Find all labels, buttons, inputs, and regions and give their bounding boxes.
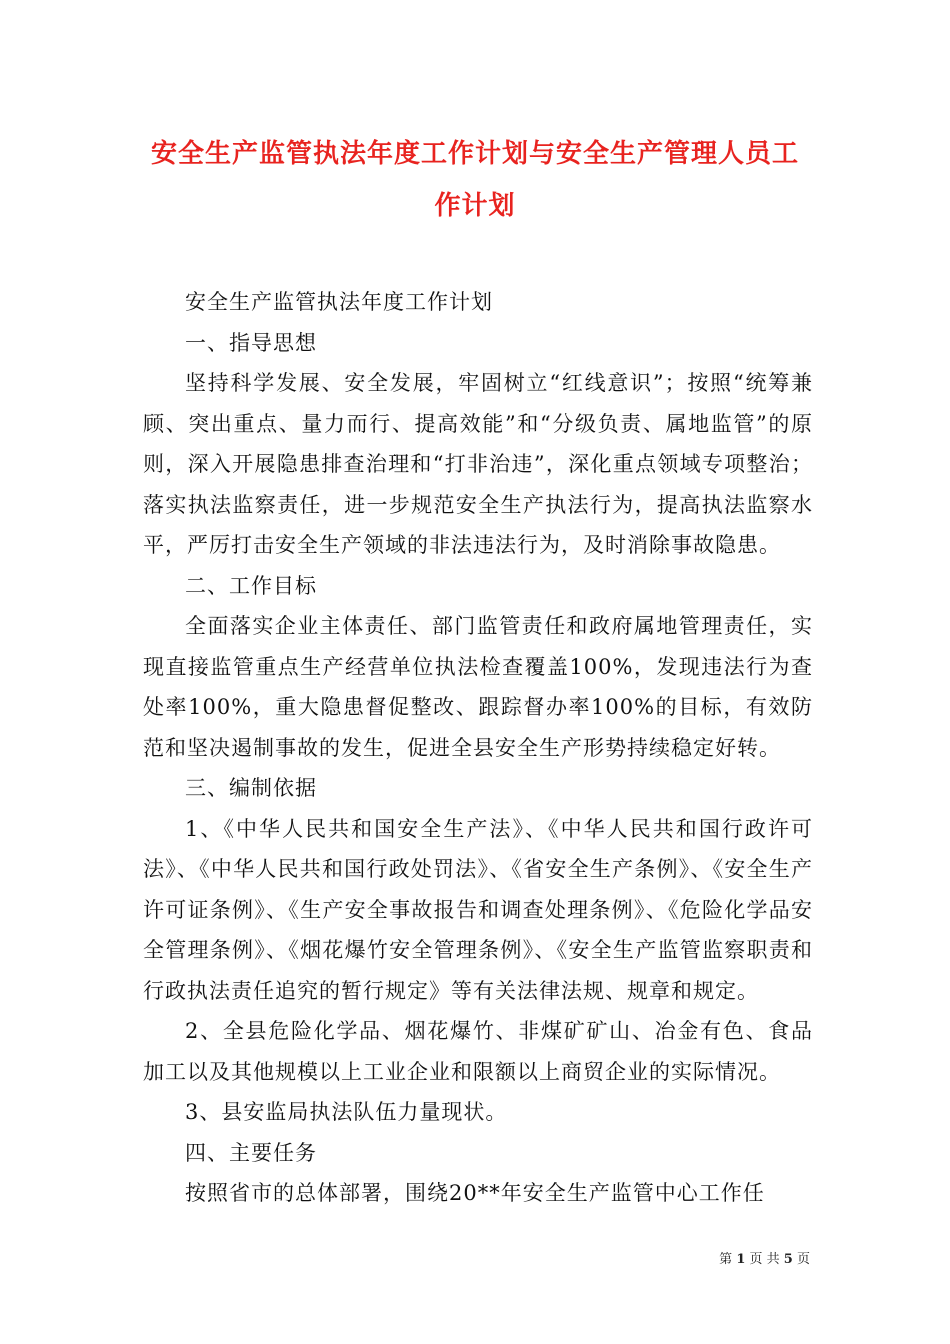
footer-middle: 页 共 <box>749 1252 780 1267</box>
heading-work-goals: 二、工作目标 <box>185 573 317 598</box>
document-body <box>143 282 813 1214</box>
page-number-footer <box>640 1248 810 1267</box>
paragraph-guiding-ideology: 坚持科学发展、安全发展，牢固树立“红线意识”；按照“统筹兼顾、突出重点、量力而行、提高效能”和“分级负责、属地监管”的原则，深入开展隐患排查治理和“打非治违”，深化重点领域专项整治；落实执法监察责任，进一步规范安全生产执法行为，提高执法监察水平，严厉打击安全生产领域的非法违法行为，及时消除事故隐患。 <box>143 371 813 557</box>
document-title: 安全生产监管执法年度工作计划与安全生产管理人员工作计划 <box>150 139 799 221</box>
heading-basis: 三、编制依据 <box>185 776 317 800</box>
paragraph-basis-team: 3、县安监局执法队伍力量现状。 <box>185 1100 508 1124</box>
current-page-number: 1 <box>736 1252 746 1267</box>
total-page-count: 5 <box>783 1252 793 1267</box>
section-heading-plan: 安全生产监管执法年度工作计划 <box>185 290 493 314</box>
footer-suffix: 页 <box>796 1252 810 1267</box>
paragraph-basis-enterprises: 2、全县危险化学品、烟花爆竹、非煤矿矿山、冶金有色、食品加工以及其他规模以上工业企业和限额以上商贸企业的实际情况。 <box>143 1019 813 1084</box>
paragraph-main-tasks: 按照省市的总体部署，围绕20**年安全生产监管中心工作任 <box>185 1181 765 1205</box>
heading-main-tasks: 四、主要任务 <box>185 1140 317 1165</box>
paragraph-work-goals: 全面落实企业主体责任、部门监管责任和政府属地管理责任，实现直接监管重点生产经营单位执法检查覆盖100%，发现违法行为查处率100%，重大隐患督促整改、跟踪督办率100%的目标，有效防范和坚决遏制事故的发生，促进全县安全生产形势持续稳定好转。 <box>143 614 813 760</box>
heading-guiding-ideology: 一、指导思想 <box>185 330 317 355</box>
paragraph-basis-laws: 1、《中华人民共和国安全生产法》、《中华人民共和国行政许可法》、《中华人民共和国行政处罚法》、《省安全生产条例》、《安全生产许可证条例》、《生产安全事故报告和调查处理条例》、《危险化学品安全管理条例》、《烟花爆竹安全管理条例》、《安全生产监管监察职责和行政执法责任追究的暂行规定》等有关法律法规、规章和规定。 <box>143 816 813 1003</box>
footer-prefix: 第 <box>719 1252 733 1267</box>
